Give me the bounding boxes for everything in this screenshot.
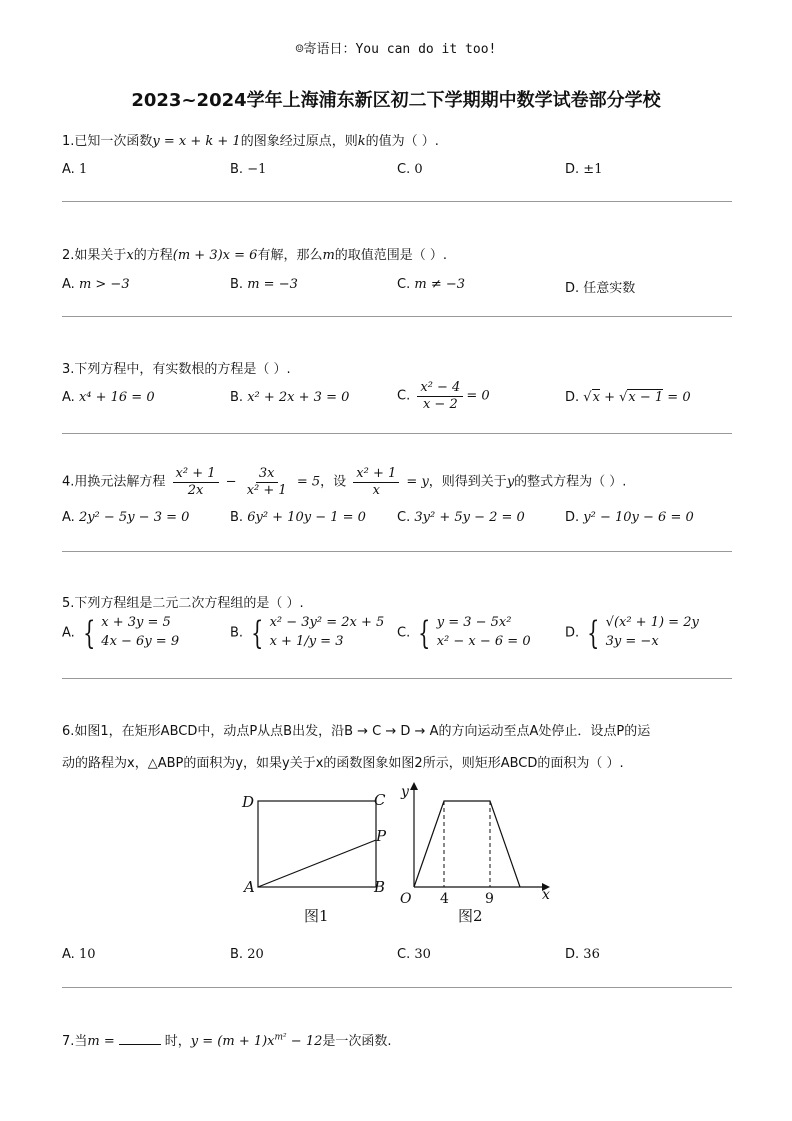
q3-option-b[interactable]: B. x² + 2x + 3 = 0: [230, 390, 350, 405]
figure-1-caption: 图1: [304, 907, 329, 925]
q4-option-a[interactable]: A. 2y² − 5y − 3 = 0: [62, 510, 190, 525]
fraction: $\frac{\text{x² − 4}}{x - 2}$: [417, 380, 463, 412]
answer-blank[interactable]: [119, 1044, 161, 1045]
q4-option-d[interactable]: D. y² − 10y − 6 = 0: [565, 510, 694, 525]
q1-option-d[interactable]: D. ±1: [565, 162, 603, 177]
q5-option-a[interactable]: A. { x + 3y = 5 4x − 6y = 9: [62, 613, 180, 652]
page-title: 2023~2024学年上海浦东新区初二下学期期中数学试卷部分学校: [131, 90, 661, 111]
question-5-stem: 5.下列方程组是二元二次方程组的是（ ）.: [62, 596, 304, 611]
q3-option-c[interactable]: C. $\frac{\text{x² − 4}}{x - 2}$ = 0: [397, 380, 490, 412]
q6-option-a[interactable]: A. 10: [62, 947, 96, 962]
question-7-stem: 7.当m = 时，$y = (m + 1)x^{m^2} - 12$是一次函数.: [62, 1032, 392, 1049]
label-b: B: [374, 878, 386, 896]
q1-option-b[interactable]: B. −1: [230, 162, 267, 177]
q5-option-d[interactable]: D. { √(x² + 1) = 2y 3y = −x: [565, 613, 699, 652]
tick-4: 4: [440, 891, 449, 907]
q2-option-d[interactable]: D. 任意实数: [565, 281, 636, 296]
label-p: P: [376, 827, 387, 845]
q6-option-b[interactable]: B. 20: [230, 947, 264, 962]
q4-option-b[interactable]: B. 6y² + 10y − 1 = 0: [230, 510, 366, 525]
divider: [62, 678, 732, 679]
q2-option-a[interactable]: A. m > −3: [62, 277, 130, 292]
q5-option-c[interactable]: C. { y = 3 − 5x² x² − x − 6 = 0: [397, 613, 531, 652]
divider: [62, 987, 732, 988]
q2-option-b[interactable]: B. m = −3: [230, 277, 298, 292]
question-1-stem: 1.已知一次函数y = x + k + 1的图象经过原点，则k的值为（ ）.: [62, 134, 439, 149]
q6-option-d[interactable]: D. 36: [565, 947, 600, 962]
motto: ☺寄语日：You can do it too!: [295, 42, 497, 57]
divider: [62, 433, 732, 434]
question-4-stem: 4.用换元法解方程 $\frac{\text{x² + 1}}{2x}$ − $\frac{3x}{\text{x² + 1}}$ = 5，设 $\frac{\text{x² + 1}}{x}$ = y，则得到关于y的整式方程为（ ）.: [62, 466, 627, 498]
q5-option-b[interactable]: B. { x² − 3y² = 2x + 5 x + 1/y = 3: [230, 613, 385, 652]
question-2-stem: 2.如果关于x的方程(m + 3)x = 6有解，那么m的取值范围是（ ）.: [62, 248, 448, 263]
label-c: C: [374, 791, 386, 809]
origin-label: O: [400, 891, 412, 907]
q4-option-c[interactable]: C. 3y² + 5y − 2 = 0: [397, 510, 525, 525]
q6-option-c[interactable]: C. 30: [397, 947, 431, 962]
divider: [62, 201, 732, 202]
q1-option-c[interactable]: C. 0: [397, 162, 423, 177]
q1-option-a[interactable]: A. 1: [62, 162, 88, 177]
q3-option-a[interactable]: A. x⁴ + 16 = 0: [62, 390, 155, 405]
label-d: D: [242, 793, 255, 811]
axis-y-label: y: [401, 784, 409, 800]
tick-9: 9: [485, 891, 494, 907]
q3-option-d[interactable]: D. √x + √x − 1 = 0: [565, 390, 691, 405]
axis-x-label: x: [542, 887, 550, 903]
figure-1-rectangle: [241, 791, 387, 896]
question-3-stem: 3.下列方程中，有实数根的方程是（ ）.: [62, 362, 291, 377]
question-6-stem-line2: 动的路程为x，△ABP的面积为y，如果y关于x的函数图象如图2所示，则矩形ABCD的面积为（ ）.: [62, 756, 624, 771]
q6-figures: [236, 778, 566, 928]
figure-2-graph: [400, 782, 550, 907]
divider: [62, 316, 732, 317]
q2-option-c[interactable]: C. m ≠ −3: [397, 277, 466, 292]
divider: [62, 551, 732, 552]
question-6-stem-line1: 6.如图1，在矩形ABCD中，动点P从点B出发，沿B → C → D → A的方向运动至点A处停止．设点P的运: [62, 724, 651, 739]
figure-2-caption: 图2: [458, 907, 483, 925]
label-a: A: [244, 878, 255, 896]
